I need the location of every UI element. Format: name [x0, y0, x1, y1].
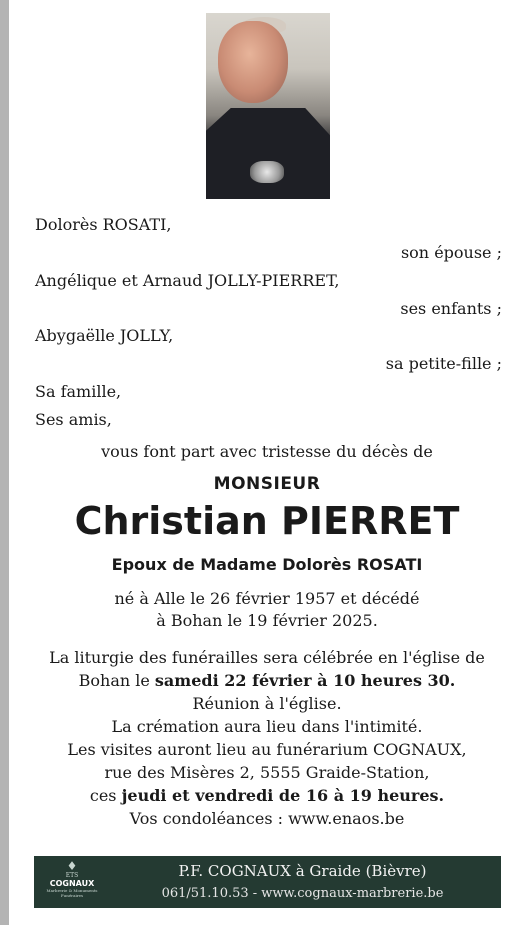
ceremony-date-time: samedi 22 février à 10 heures 30.: [154, 671, 456, 690]
portrait-photo: [206, 13, 330, 199]
condolences-line: Vos condoléances : www.enaos.be: [129, 809, 405, 828]
ceremony-line-2: [9, 671, 525, 691]
children-names: Angélique et Arnaud JOLLY-PIERRET,: [35, 271, 340, 290]
ceremony-line-1: La liturgie des funérailles sera célébrée en l'église de: [49, 648, 485, 667]
ceremony-line-5: Les visites auront lieu au funérarium COGNAUX,: [67, 740, 467, 759]
ceremony-line-2-prefix: Bohan le: [78, 671, 155, 690]
honorific: MONSIEUR: [213, 474, 321, 494]
family-line: Sa famille,: [35, 382, 122, 401]
friends-line: Ses amis,: [35, 410, 112, 429]
funeral-home-name: P.F. COGNAUX à Graide (Bièvre): [178, 862, 427, 880]
funeral-home-banner: [34, 856, 501, 908]
spouse-role: son épouse ;: [400, 243, 502, 262]
ceremony-line-6: rue des Misères 2, 5555 Graide-Station,: [104, 763, 430, 782]
visiting-hours: jeudi et vendredi de 16 à 19 heures.: [121, 786, 445, 805]
announcement-text: vous font part avec tristesse du décès de: [101, 442, 433, 461]
funeral-home-contact: 061/51.10.53 - www.cognaux-marbrerie.be: [161, 886, 444, 901]
ceremony-line-3: Réunion à l'église.: [192, 694, 342, 713]
ceremony-line-7-prefix: ces: [89, 786, 122, 805]
grandchild-name: Abygaëlle JOLLY,: [35, 326, 174, 345]
deceased-name: Christian PIERRET: [74, 499, 460, 543]
logo-brand: COGNAUX: [49, 879, 95, 888]
death-line: à Bohan le 19 février 2025.: [156, 611, 378, 630]
flame-icon: ♦: [66, 859, 78, 873]
logo-subtitle: Marbrerie & Monuments Funéraires: [46, 888, 98, 898]
ceremony-line-7: [9, 786, 525, 806]
children-role: ses enfants ;: [400, 299, 502, 318]
ceremony-line-4: La crémation aura lieu dans l'intimité.: [111, 717, 423, 736]
spouse-name: Dolorès ROSATI,: [35, 215, 172, 234]
grandchild-role: sa petite-fille ;: [385, 354, 502, 373]
birth-line: né à Alle le 26 février 1957 et décédé: [114, 589, 420, 608]
spouse-of-line: Epoux de Madame Dolorès ROSATI: [111, 555, 423, 574]
logo-ets: ETS: [65, 872, 79, 879]
cognaux-logo: [42, 860, 102, 904]
left-border-bar: [0, 0, 9, 925]
